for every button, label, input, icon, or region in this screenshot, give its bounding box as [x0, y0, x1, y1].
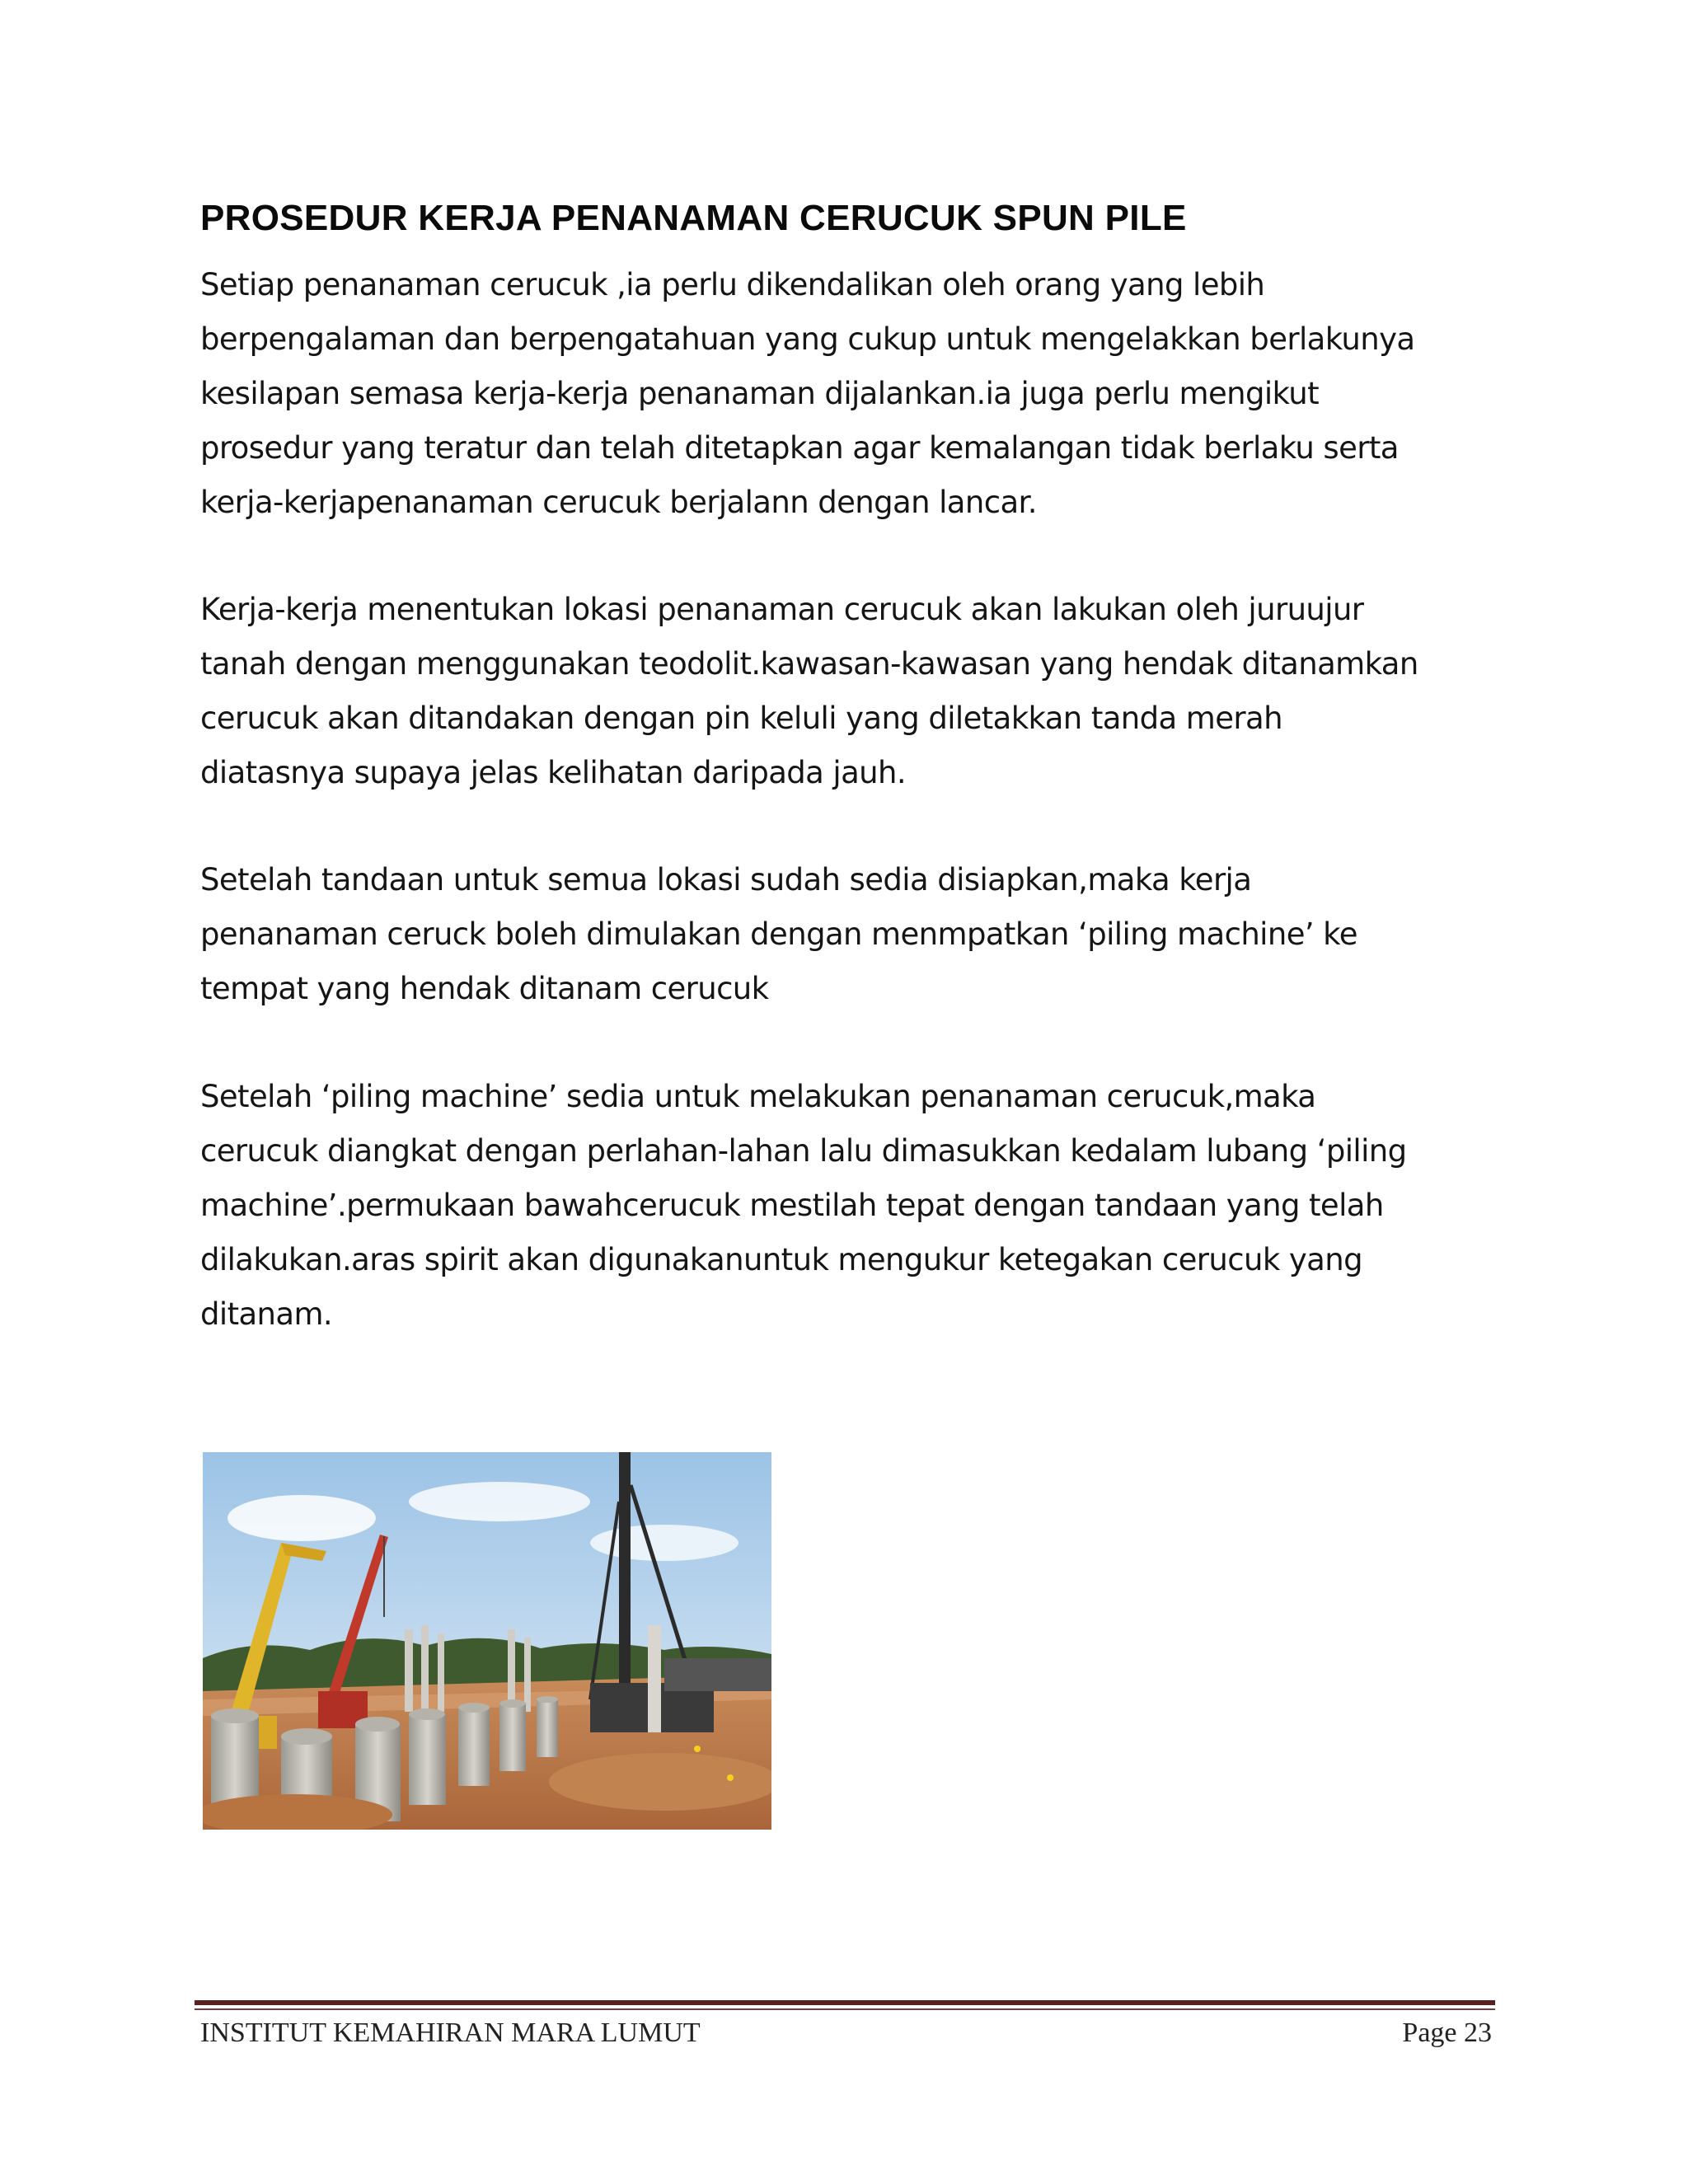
- page-number: Page 23: [1402, 2018, 1492, 2048]
- paragraph-line: ditanam.: [200, 1296, 333, 1332]
- paragraph-line: cerucuk akan ditandakan dengan pin keluli yang diletakkan tanda merah: [200, 701, 1282, 736]
- footer-divider-thin: [195, 2008, 1495, 2010]
- section-heading: PROSEDUR KERJA PENANAMAN CERUCUK SPUN PILE: [200, 198, 1187, 238]
- paragraph-line: berpengalaman dan berpengatahuan yang cukup untuk mengelakkan berlakunya: [200, 321, 1415, 357]
- paragraph-line: Setelah ‘piling machine’ sedia untuk melakukan penanaman cerucuk,maka: [200, 1079, 1316, 1114]
- paragraph-2: [200, 583, 1511, 800]
- paragraph-line: Setelah tandaan untuk semua lokasi sudah sedia disiapkan,maka kerja: [200, 862, 1252, 898]
- paragraph-1: [200, 258, 1511, 530]
- paragraph-line: dilakukan.aras spirit akan digunakanuntuk mengukur ketegakan cerucuk yang: [200, 1242, 1362, 1277]
- piling-site-illustration: [203, 1452, 771, 1830]
- footer-divider: [195, 2000, 1495, 2005]
- footer-institution: INSTITUT KEMAHIRAN MARA LUMUT: [200, 2018, 701, 2048]
- paragraph-line: machine’.permukaan bawahcerucuk mestilah tepat dengan tandaan yang telah: [200, 1188, 1384, 1223]
- paragraph-line: penanaman ceruck boleh dimulakan dengan menmpatkan ‘piling machine’ ke: [200, 916, 1357, 952]
- paragraph-3: [200, 853, 1511, 1016]
- paragraph-line: diatasnya supaya jelas kelihatan daripada jauh.: [200, 755, 907, 790]
- paragraph-line: kesilapan semasa kerja-kerja penanaman dijalankan.ia juga perlu mengikut: [200, 376, 1320, 411]
- paragraph-line: kerja-kerjapenanaman cerucuk berjalann dengan lancar.: [200, 485, 1037, 520]
- paragraph-line: Setiap penanaman cerucuk ,ia perlu dikendalikan oleh orang yang lebih: [200, 267, 1265, 302]
- paragraph-line: cerucuk diangkat dengan perlahan-lahan lalu dimasukkan kedalam lubang ‘piling: [200, 1133, 1407, 1169]
- paragraph-line: tanah dengan menggunakan teodolit.kawasan-kawasan yang hendak ditanamkan: [200, 646, 1418, 682]
- paragraph-4: [200, 1070, 1511, 1342]
- paragraph-line: tempat yang hendak ditanam cerucuk: [200, 971, 769, 1006]
- paragraph-line: prosedur yang teratur dan telah ditetapkan agar kemalangan tidak berlaku serta: [200, 430, 1399, 466]
- piling-site-photo: [203, 1452, 771, 1830]
- paragraph-line: Kerja-kerja menentukan lokasi penanaman cerucuk akan lakukan oleh juruujur: [200, 592, 1364, 627]
